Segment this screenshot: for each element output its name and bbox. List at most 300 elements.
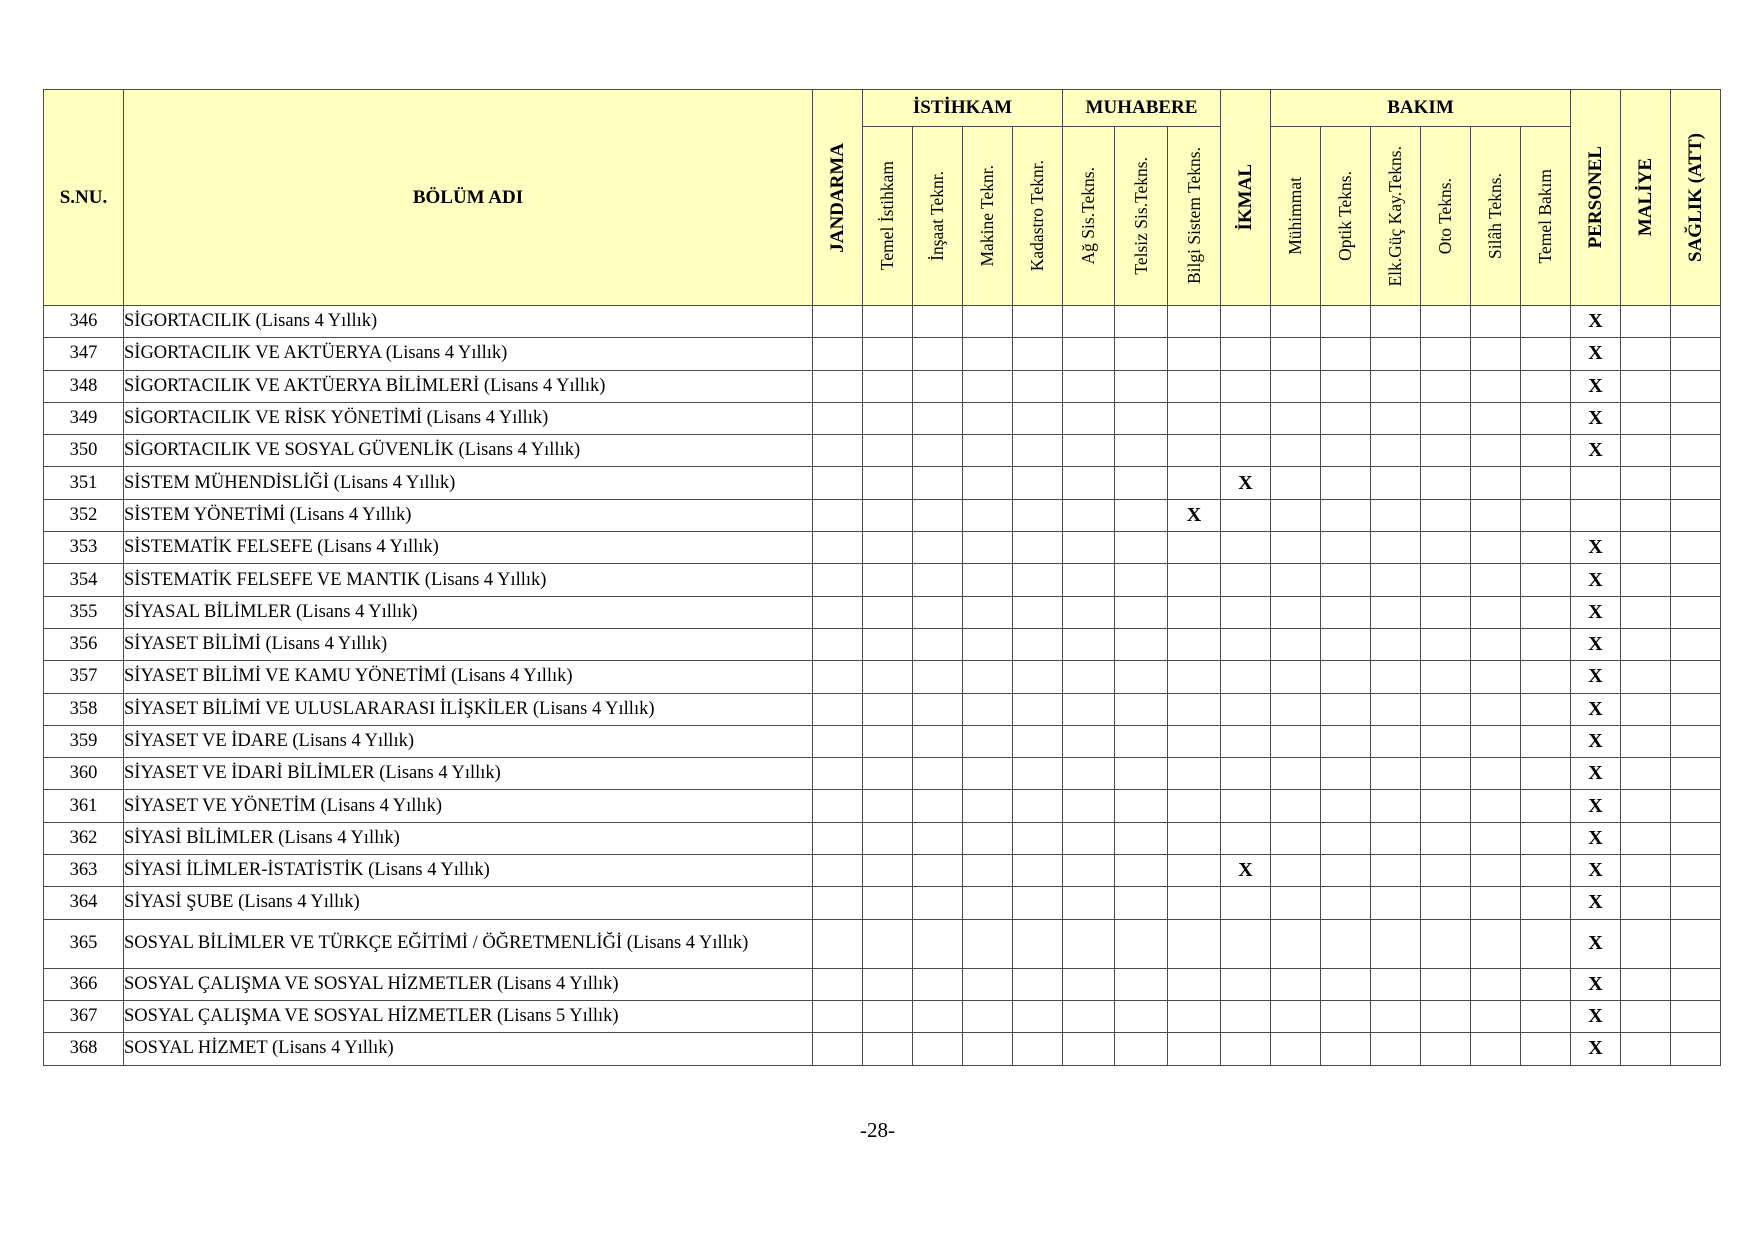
empty-cell (913, 564, 963, 596)
header-istihkam: İSTİHKAM (863, 90, 1063, 127)
empty-cell (1371, 919, 1421, 968)
empty-cell (813, 968, 863, 1000)
row-number: 349 (44, 402, 124, 434)
empty-cell (813, 790, 863, 822)
header-bolum-adi: BÖLÜM ADI (124, 90, 813, 306)
empty-cell (1671, 661, 1721, 693)
empty-cell (1063, 338, 1115, 370)
empty-cell (1013, 306, 1063, 338)
empty-cell (1321, 564, 1371, 596)
empty-cell (1115, 822, 1168, 854)
header-bilgi-sistem-tekns-label: Bilgi Sistem Tekns. (1183, 147, 1204, 285)
empty-cell (913, 338, 963, 370)
empty-cell (813, 564, 863, 596)
empty-cell (1621, 306, 1671, 338)
empty-cell (963, 887, 1013, 919)
empty-cell (1221, 564, 1271, 596)
empty-cell (813, 725, 863, 757)
empty-cell (1471, 725, 1521, 757)
empty-cell (1371, 790, 1421, 822)
empty-cell (1168, 693, 1221, 725)
mark-cell-ikmal: X (1221, 855, 1271, 887)
empty-cell (1271, 725, 1321, 757)
empty-cell (1115, 725, 1168, 757)
empty-cell (1671, 790, 1721, 822)
header-group-row (44, 90, 1721, 127)
empty-cell (1371, 758, 1421, 790)
empty-cell (1671, 1033, 1721, 1065)
header-kadastro-teknr (1013, 127, 1063, 306)
empty-cell (813, 1000, 863, 1032)
department-name: SİSTEMATİK FELSEFE (Lisans 4 Yıllık) (124, 532, 813, 564)
empty-cell (813, 887, 863, 919)
empty-cell (1271, 306, 1321, 338)
empty-cell (1063, 887, 1115, 919)
table-row (44, 661, 1721, 693)
header-saglik (1671, 90, 1721, 306)
header-bilgi-sistem-tekns (1168, 127, 1221, 306)
empty-cell (1063, 532, 1115, 564)
empty-cell (813, 822, 863, 854)
header-jandarma (813, 90, 863, 306)
empty-cell (1521, 435, 1571, 467)
empty-cell (863, 725, 913, 757)
row-number: 347 (44, 338, 124, 370)
empty-cell (1063, 596, 1115, 628)
mark-cell-personel: X (1571, 822, 1621, 854)
department-name: SİGORTACILIK VE SOSYAL GÜVENLİK (Lisans 4 Yıllık) (124, 435, 813, 467)
table-row (44, 402, 1721, 434)
empty-cell (863, 968, 913, 1000)
empty-cell (1471, 532, 1521, 564)
empty-cell (1471, 822, 1521, 854)
empty-cell (1271, 790, 1321, 822)
empty-cell (1671, 564, 1721, 596)
empty-cell (1421, 435, 1471, 467)
empty-cell (1115, 338, 1168, 370)
empty-cell (963, 370, 1013, 402)
header-personel-label: PERSONEL (1584, 146, 1606, 249)
empty-cell (1115, 758, 1168, 790)
empty-cell (1371, 887, 1421, 919)
empty-cell (913, 596, 963, 628)
department-name: SİYASET BİLİMİ VE ULUSLARARASI İLİŞKİLER (Lisans 4 Yıllık) (124, 693, 813, 725)
empty-cell (1063, 435, 1115, 467)
empty-cell (1321, 822, 1371, 854)
table-row (44, 467, 1721, 499)
empty-cell (1013, 661, 1063, 693)
empty-cell (1013, 467, 1063, 499)
empty-cell (963, 822, 1013, 854)
empty-cell (913, 435, 963, 467)
empty-cell (813, 661, 863, 693)
empty-cell (1621, 1000, 1671, 1032)
empty-cell (1421, 370, 1471, 402)
empty-cell (1321, 855, 1371, 887)
empty-cell (1221, 435, 1271, 467)
empty-cell (1421, 822, 1471, 854)
empty-cell (1013, 564, 1063, 596)
empty-cell (1221, 1033, 1271, 1065)
empty-cell (1321, 1000, 1371, 1032)
empty-cell (1471, 693, 1521, 725)
header-optik-tekns-label: Optik Tekns. (1335, 171, 1355, 261)
empty-cell (1221, 693, 1271, 725)
header-snu: S.NU. (44, 90, 124, 306)
empty-cell (1471, 628, 1521, 660)
header-temel-istihkam (863, 127, 913, 306)
department-name: SİSTEM YÖNETİMİ (Lisans 4 Yıllık) (124, 499, 813, 531)
header-silah-tekns (1471, 127, 1521, 306)
department-name: SOSYAL ÇALIŞMA VE SOSYAL HİZMETLER (Lisans 5 Yıllık) (124, 1000, 813, 1032)
empty-cell (1271, 532, 1321, 564)
empty-cell (963, 499, 1013, 531)
empty-cell (1371, 370, 1421, 402)
empty-cell (1063, 855, 1115, 887)
empty-cell (863, 855, 913, 887)
empty-cell (913, 822, 963, 854)
table-row (44, 532, 1721, 564)
empty-cell (1421, 855, 1471, 887)
empty-cell (1013, 1000, 1063, 1032)
empty-cell (1321, 499, 1371, 531)
empty-cell (1471, 499, 1521, 531)
mark-cell-personel: X (1571, 370, 1621, 402)
empty-cell (1621, 725, 1671, 757)
empty-cell (1521, 628, 1571, 660)
header-personel (1571, 90, 1621, 306)
empty-cell (1271, 968, 1321, 1000)
empty-cell (1621, 499, 1671, 531)
empty-cell (1471, 467, 1521, 499)
empty-cell (863, 693, 913, 725)
empty-cell (1271, 661, 1321, 693)
table-row (44, 435, 1721, 467)
row-number: 366 (44, 968, 124, 1000)
mark-cell-personel: X (1571, 968, 1621, 1000)
header-insaat-teknr (913, 127, 963, 306)
empty-cell (1115, 402, 1168, 434)
empty-cell (813, 855, 863, 887)
empty-cell (1371, 435, 1421, 467)
empty-cell (1221, 499, 1271, 531)
empty-cell (1271, 370, 1321, 402)
empty-cell (1421, 499, 1471, 531)
empty-cell (1671, 467, 1721, 499)
header-temel-bakim-label: Temel Bakım (1535, 168, 1555, 264)
empty-cell (1521, 1033, 1571, 1065)
empty-cell (1421, 338, 1471, 370)
empty-cell (1271, 1000, 1321, 1032)
empty-cell (1321, 370, 1371, 402)
empty-cell (1421, 661, 1471, 693)
header-jandarma-label: JANDARMA (826, 142, 848, 253)
empty-cell (1221, 661, 1271, 693)
table-row (44, 306, 1721, 338)
empty-cell (1321, 758, 1371, 790)
empty-cell (1371, 499, 1421, 531)
empty-cell (1321, 467, 1371, 499)
empty-cell (1221, 596, 1271, 628)
empty-cell (1321, 338, 1371, 370)
empty-cell (1421, 1000, 1471, 1032)
empty-cell (813, 532, 863, 564)
department-name: SOSYAL BİLİMLER VE TÜRKÇE EĞİTİMİ / ÖĞRETMENLİĞİ (Lisans 4 Yıllık) (124, 919, 813, 968)
empty-cell (1471, 564, 1521, 596)
mark-cell-personel: X (1571, 887, 1621, 919)
empty-cell (863, 596, 913, 628)
empty-cell (1371, 855, 1421, 887)
empty-cell (1168, 661, 1221, 693)
empty-cell (863, 402, 913, 434)
empty-cell (1013, 1033, 1063, 1065)
row-number: 354 (44, 564, 124, 596)
empty-cell (913, 1000, 963, 1032)
empty-cell (1421, 790, 1471, 822)
empty-cell (1063, 1033, 1115, 1065)
empty-cell (1371, 402, 1421, 434)
empty-cell (1013, 725, 1063, 757)
empty-cell (863, 532, 913, 564)
department-name: SİYASET VE İDARE (Lisans 4 Yıllık) (124, 725, 813, 757)
empty-cell (1621, 596, 1671, 628)
empty-cell (1221, 402, 1271, 434)
empty-cell (1621, 338, 1671, 370)
empty-cell (963, 467, 1013, 499)
header-ikmal (1221, 90, 1271, 306)
empty-cell (1168, 628, 1221, 660)
row-number: 360 (44, 758, 124, 790)
header-elk-guc-kay-tekns (1371, 127, 1421, 306)
empty-cell (1271, 564, 1321, 596)
row-number: 346 (44, 306, 124, 338)
empty-cell (1168, 725, 1221, 757)
mark-cell-ikmal: X (1221, 467, 1271, 499)
empty-cell (1521, 758, 1571, 790)
mark-cell-personel: X (1571, 790, 1621, 822)
header-muhabere: MUHABERE (1063, 90, 1221, 127)
empty-cell (1371, 467, 1421, 499)
empty-cell (1013, 855, 1063, 887)
empty-cell (1013, 628, 1063, 660)
empty-cell (1271, 402, 1321, 434)
empty-cell (1471, 402, 1521, 434)
row-number: 365 (44, 919, 124, 968)
empty-cell (1321, 1033, 1371, 1065)
empty-cell (913, 628, 963, 660)
empty-cell (813, 306, 863, 338)
empty-cell (1168, 1000, 1221, 1032)
empty-cell (863, 661, 913, 693)
mark-cell-personel: X (1571, 628, 1621, 660)
empty-cell (1321, 628, 1371, 660)
empty-cell (1221, 725, 1271, 757)
header-insaat-teknr-label: İnşaat Teknr. (927, 171, 947, 261)
empty-cell (1063, 725, 1115, 757)
mark-cell-personel: X (1571, 855, 1621, 887)
empty-cell (1063, 564, 1115, 596)
empty-cell (1521, 532, 1571, 564)
empty-cell (1013, 822, 1063, 854)
empty-cell (1321, 968, 1371, 1000)
empty-cell (1421, 1033, 1471, 1065)
empty-cell (1221, 822, 1271, 854)
empty-cell (1521, 499, 1571, 531)
empty-cell (1671, 855, 1721, 887)
department-name: SİYASET VE YÖNETİM (Lisans 4 Yıllık) (124, 790, 813, 822)
row-number: 368 (44, 1033, 124, 1065)
department-name: SİYASET VE İDARİ BİLİMLER (Lisans 4 Yıllık) (124, 758, 813, 790)
empty-cell (1671, 628, 1721, 660)
table-row (44, 887, 1721, 919)
empty-cell (1168, 370, 1221, 402)
empty-cell (1371, 725, 1421, 757)
empty-cell (1621, 822, 1671, 854)
empty-cell (1521, 919, 1571, 968)
empty-cell (1471, 370, 1521, 402)
empty-cell (813, 435, 863, 467)
empty-cell (1421, 887, 1471, 919)
row-number: 348 (44, 370, 124, 402)
empty-cell (1371, 822, 1421, 854)
empty-cell (1221, 919, 1271, 968)
empty-cell (1621, 532, 1671, 564)
empty-cell (1168, 968, 1221, 1000)
header-maliye (1621, 90, 1671, 306)
empty-cell (963, 306, 1013, 338)
empty-cell (963, 661, 1013, 693)
empty-cell (863, 338, 913, 370)
empty-cell (1471, 790, 1521, 822)
table-row (44, 790, 1721, 822)
empty-cell (1521, 855, 1571, 887)
empty-cell (1115, 499, 1168, 531)
empty-cell (1521, 887, 1571, 919)
empty-cell (1371, 532, 1421, 564)
empty-cell (1115, 564, 1168, 596)
empty-cell (1371, 306, 1421, 338)
empty-cell (1168, 338, 1221, 370)
empty-cell (1321, 596, 1371, 628)
empty-cell (913, 887, 963, 919)
mark-cell-personel: X (1571, 1033, 1621, 1065)
empty-cell (1421, 725, 1471, 757)
empty-cell (1221, 370, 1271, 402)
empty-cell (1013, 402, 1063, 434)
empty-cell (1013, 919, 1063, 968)
empty-cell (1168, 790, 1221, 822)
empty-cell (1168, 758, 1221, 790)
empty-cell (863, 628, 913, 660)
department-name: SİGORTACILIK VE AKTÜERYA (Lisans 4 Yıllık) (124, 338, 813, 370)
empty-cell (1013, 435, 1063, 467)
empty-cell (1621, 467, 1671, 499)
empty-cell (1671, 822, 1721, 854)
empty-cell (1168, 596, 1221, 628)
empty-cell (1321, 435, 1371, 467)
empty-cell (1271, 758, 1321, 790)
empty-cell (1221, 628, 1271, 660)
empty-cell (863, 306, 913, 338)
empty-cell (1421, 628, 1471, 660)
empty-cell (1115, 628, 1168, 660)
header-muhimmat-label: Mühimmat (1285, 177, 1305, 255)
empty-cell (813, 1033, 863, 1065)
empty-cell (1168, 532, 1221, 564)
empty-cell (1521, 725, 1571, 757)
header-bakim: BAKIM (1271, 90, 1571, 127)
empty-cell (1471, 855, 1521, 887)
empty-cell (1115, 532, 1168, 564)
empty-cell (1371, 661, 1421, 693)
empty-cell (913, 499, 963, 531)
empty-cell (1371, 628, 1421, 660)
empty-cell (1321, 693, 1371, 725)
empty-cell (1521, 338, 1571, 370)
empty-cell (913, 532, 963, 564)
empty-cell (1421, 758, 1471, 790)
empty-cell (1521, 467, 1571, 499)
empty-cell (1115, 968, 1168, 1000)
empty-cell (913, 968, 963, 1000)
header-makine-teknr-label: Makine Teknr. (977, 165, 997, 267)
empty-cell (1013, 790, 1063, 822)
header-temel-istihkam-label: Temel İstihkam (877, 161, 897, 271)
empty-cell (913, 467, 963, 499)
table-row (44, 968, 1721, 1000)
empty-cell (813, 499, 863, 531)
empty-cell (1421, 564, 1471, 596)
mark-cell-bilgi: X (1168, 499, 1221, 531)
table-row (44, 370, 1721, 402)
table-row (44, 596, 1721, 628)
empty-cell (813, 402, 863, 434)
empty-cell (1115, 467, 1168, 499)
empty-cell (1063, 919, 1115, 968)
empty-cell (1671, 693, 1721, 725)
header-makine-teknr (963, 127, 1013, 306)
mark-cell-personel: X (1571, 758, 1621, 790)
table-body (44, 306, 1721, 1066)
row-number: 362 (44, 822, 124, 854)
empty-cell (1621, 758, 1671, 790)
empty-cell (1063, 1000, 1115, 1032)
empty-cell (863, 564, 913, 596)
empty-cell (1321, 887, 1371, 919)
department-name: SİSTEM MÜHENDİSLİĞİ (Lisans 4 Yıllık) (124, 467, 813, 499)
mark-cell-personel: X (1571, 402, 1621, 434)
empty-cell (1013, 758, 1063, 790)
empty-cell (1521, 693, 1571, 725)
empty-cell (1271, 338, 1321, 370)
header-telsiz-sis-tekns (1115, 127, 1168, 306)
department-table (43, 89, 1721, 1066)
empty-cell (1063, 968, 1115, 1000)
header-muhimmat (1271, 127, 1321, 306)
empty-cell (1063, 790, 1115, 822)
empty-cell (1521, 822, 1571, 854)
empty-cell (1115, 887, 1168, 919)
header-temel-bakim (1521, 127, 1571, 306)
empty-cell (1013, 338, 1063, 370)
department-name: SİYASİ BİLİMLER (Lisans 4 Yıllık) (124, 822, 813, 854)
empty-cell (913, 306, 963, 338)
empty-cell (1271, 596, 1321, 628)
empty-cell (1271, 693, 1321, 725)
header-ikmal-label: İKMAL (1234, 164, 1256, 231)
empty-cell (1063, 661, 1115, 693)
empty-cell (1013, 693, 1063, 725)
